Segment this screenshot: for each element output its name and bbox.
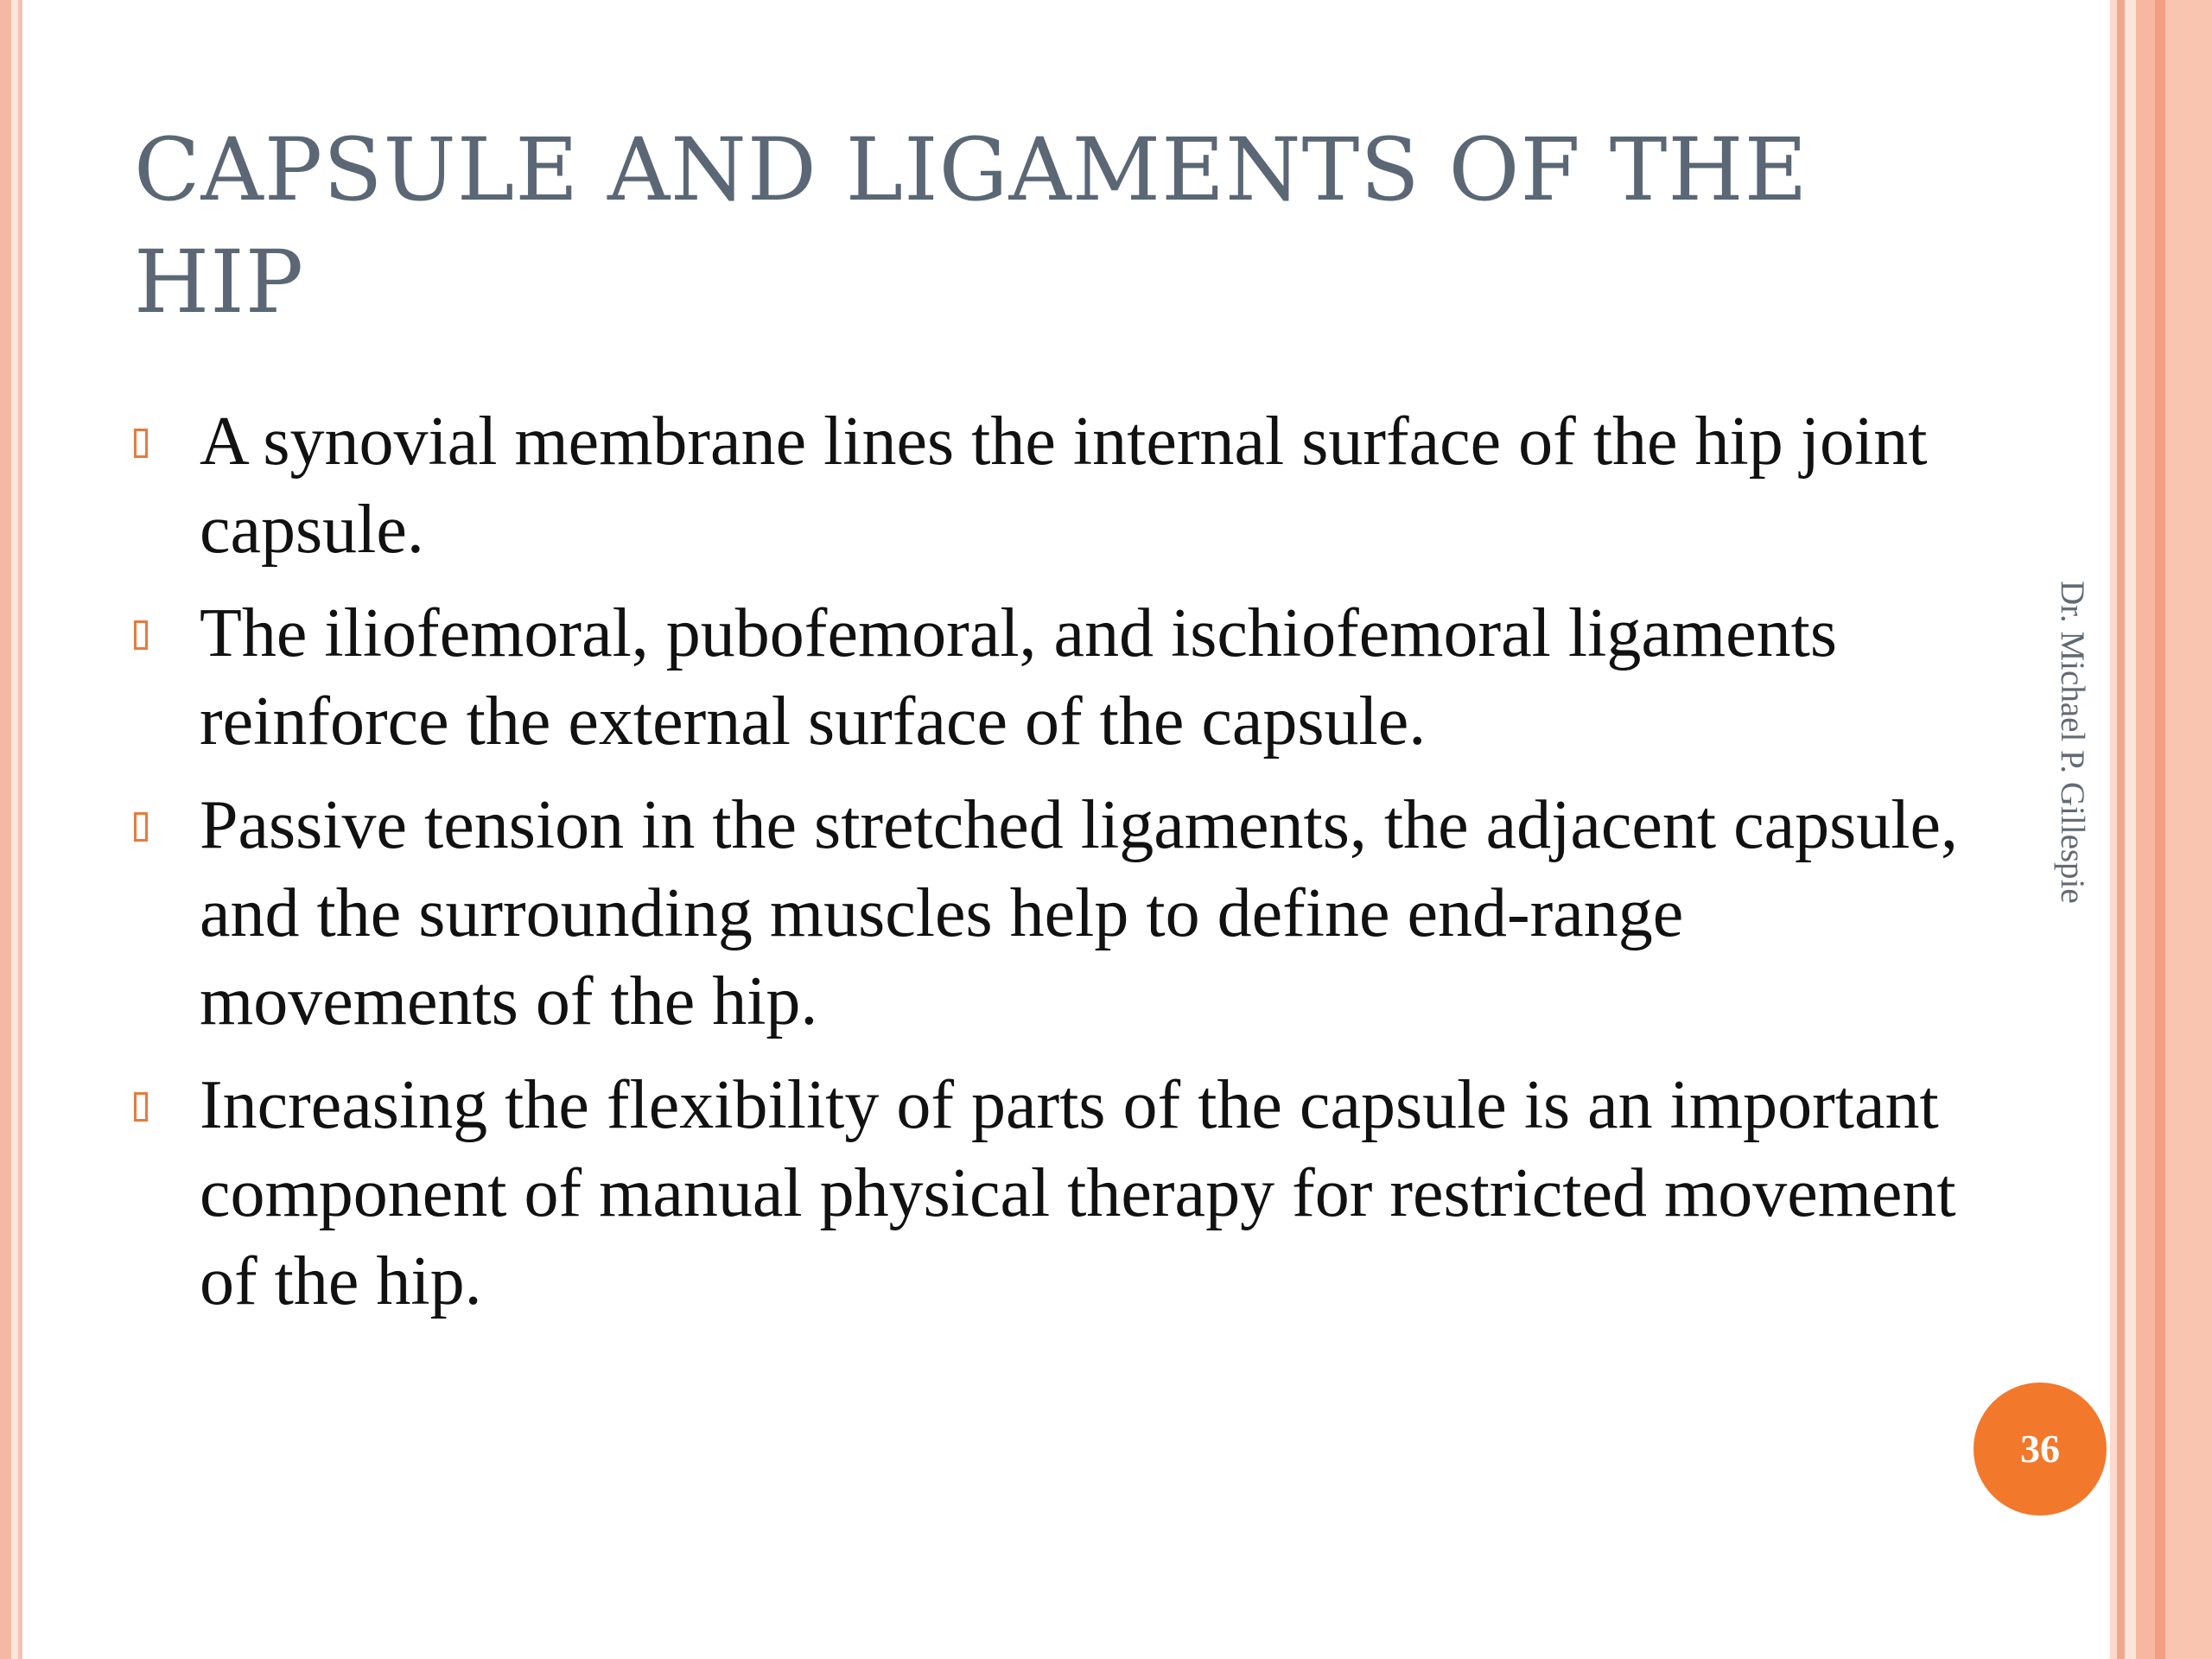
bullet-square-icon bbox=[134, 812, 148, 842]
bullet-item bbox=[134, 1061, 1966, 1325]
left-border-stripe bbox=[18, 0, 22, 1659]
bullet-square-icon bbox=[134, 429, 148, 458]
right-border-stripe bbox=[2136, 0, 2155, 1659]
right-border-stripe bbox=[2117, 0, 2125, 1659]
bullet-item bbox=[134, 781, 1966, 1046]
left-border-stripe bbox=[0, 0, 11, 1659]
bullet-square-icon bbox=[134, 1092, 148, 1122]
bullet-text: Passive tension in the stretched ligaments, the adjacent capsule, and the surrounding muscles help to define end-range movements of the hip. bbox=[200, 787, 1958, 1039]
right-border-stripe bbox=[2165, 0, 2212, 1659]
slide-title: CAPSULE AND LIGAMENTS OF THE HIP bbox=[134, 119, 1808, 333]
bullet-square-icon bbox=[134, 620, 148, 650]
right-border-stripe bbox=[2155, 0, 2165, 1659]
left-border-stripe bbox=[11, 0, 18, 1659]
author-footer: Dr. Michael P. Gillespie bbox=[2054, 581, 2091, 904]
bullet-item bbox=[134, 397, 1966, 574]
bullet-item bbox=[134, 589, 1966, 766]
bullet-list bbox=[134, 397, 1966, 1341]
bullet-text: A synovial membrane lines the internal surface of the hip joint capsule. bbox=[200, 404, 1928, 568]
page-number-badge: 36 bbox=[1974, 1382, 2107, 1516]
right-border-stripe bbox=[2125, 0, 2136, 1659]
bullet-text: Increasing the flexibility of parts of the capsule is an important component of manual physical therapy for restricted movement of the hip. bbox=[200, 1067, 1956, 1319]
right-border-stripe bbox=[2110, 0, 2117, 1659]
bullet-text: The iliofemoral, pubofemoral, and ischiofemoral ligaments reinforce the external surface of the capsule. bbox=[200, 595, 1837, 760]
